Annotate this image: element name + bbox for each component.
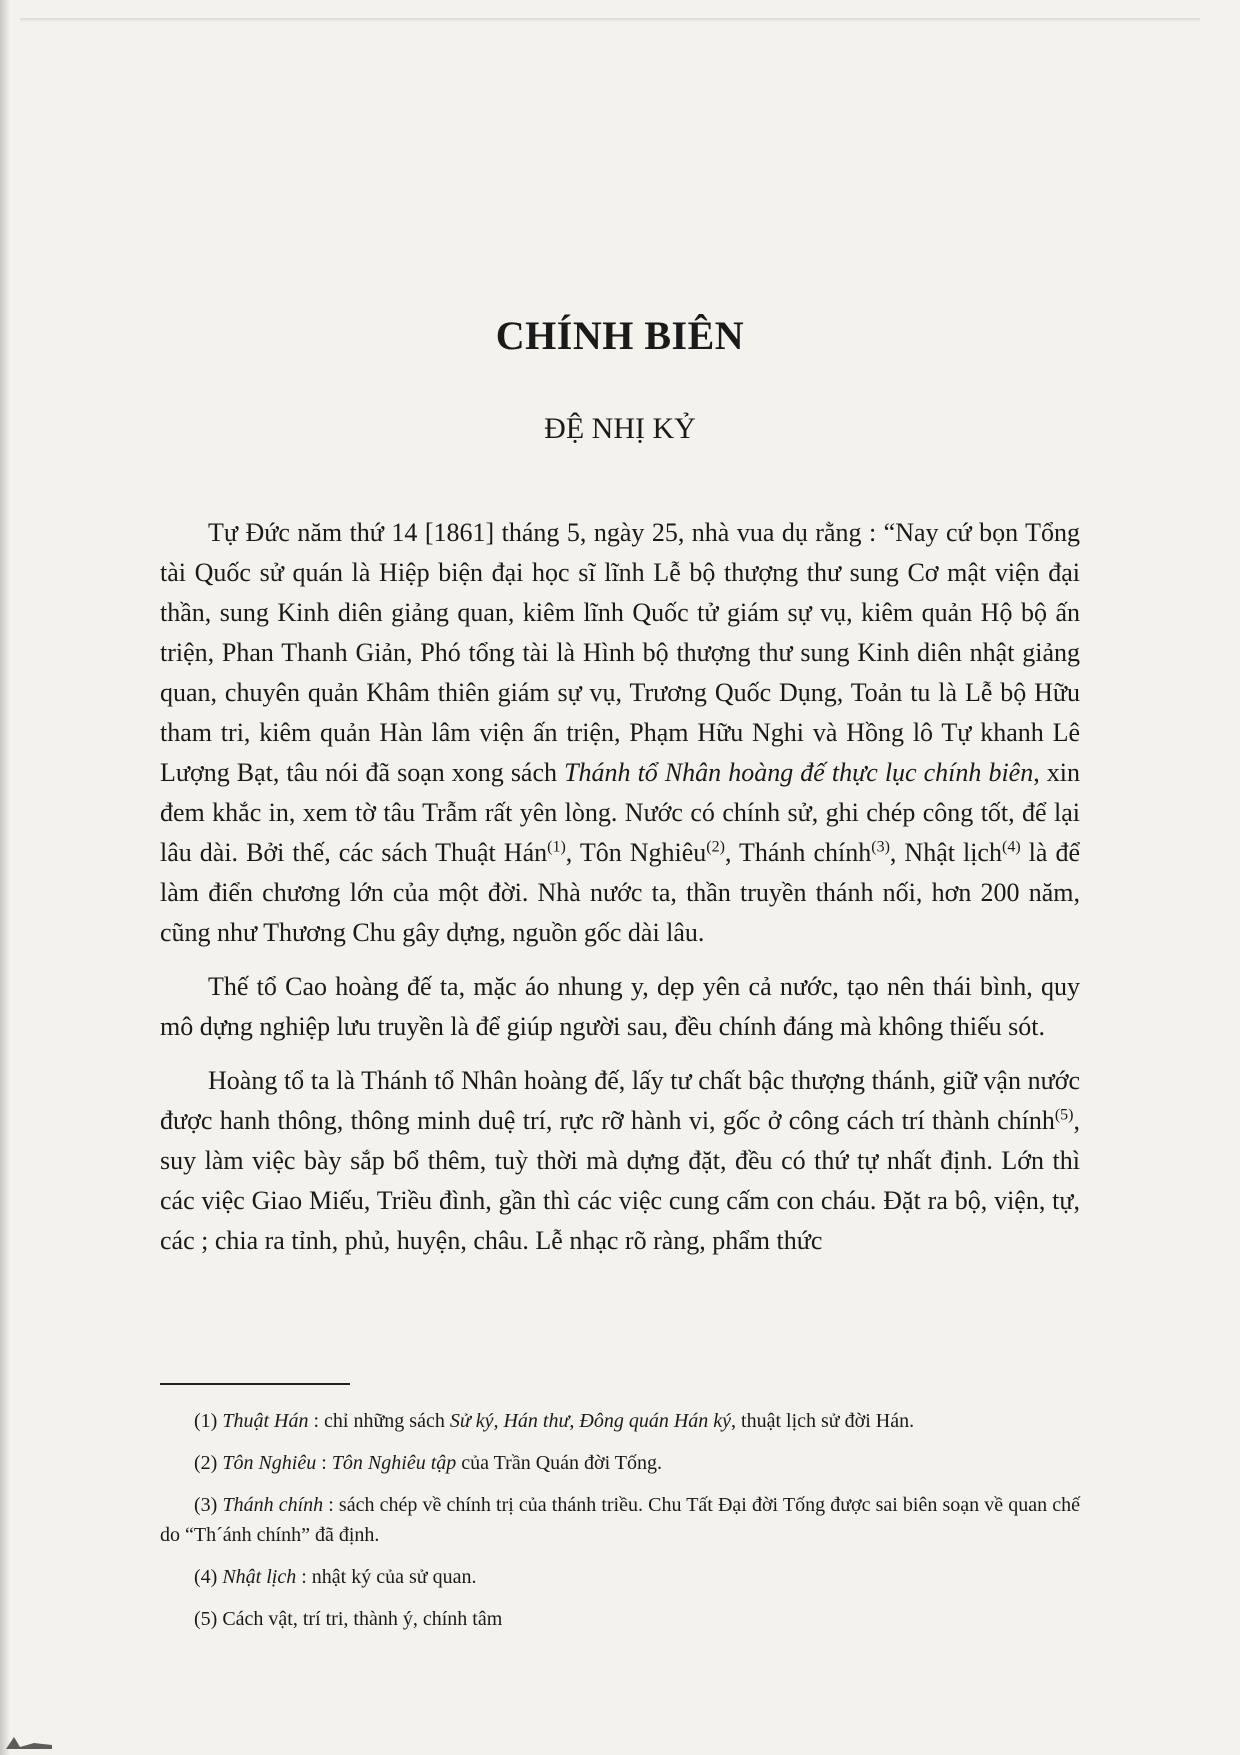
p1-text-c: , Tôn Nghiêu bbox=[565, 838, 707, 867]
footnote-number: (1) bbox=[194, 1410, 223, 1432]
footnote-sep: : bbox=[316, 1452, 332, 1474]
footnote-4 bbox=[160, 1562, 1080, 1592]
footnote-term: Tôn Nghiêu bbox=[222, 1452, 317, 1474]
p3-text-a: Hoàng tổ ta là Thánh tổ Nhân hoàng đế, lấy tư chất bậc thượng thánh, giữ vận nước được hanh thông, thông minh duệ trí, rực rỡ hành vi, gốc ở công cách trí thành chính bbox=[160, 1066, 1080, 1135]
footnotes bbox=[160, 1406, 1080, 1646]
footnote-ref-2: (2) bbox=[706, 838, 725, 856]
paragraph-3 bbox=[160, 1061, 1080, 1261]
footnote-sep: : chỉ những sách bbox=[308, 1410, 450, 1432]
footnote-sources: Tôn Nghiêu tập bbox=[331, 1452, 457, 1474]
footnote-ref-5: (5) bbox=[1054, 1106, 1074, 1124]
paragraph-1 bbox=[160, 513, 1080, 953]
footnote-number: (2) bbox=[194, 1452, 223, 1474]
footnote-term: Thuật Hán bbox=[222, 1410, 309, 1432]
footnote-term: Nhật lịch bbox=[222, 1566, 297, 1588]
footnote-sources: Sử ký, Hán thư, Đông quán Hán ký bbox=[449, 1410, 732, 1432]
footnote-separator bbox=[160, 1383, 350, 1385]
footnote-number: (3) bbox=[194, 1494, 223, 1516]
footnote-5 bbox=[160, 1604, 1080, 1634]
footnote-ref-1: (1) bbox=[547, 838, 566, 856]
page-title: CHÍNH BIÊN bbox=[495, 313, 745, 358]
footnote-3 bbox=[160, 1490, 1080, 1550]
page-left-shadow bbox=[0, 0, 10, 1755]
footnote-ref-3: (3) bbox=[871, 838, 890, 856]
footnote-1 bbox=[160, 1406, 1080, 1436]
book-title: Thánh tổ Nhân hoàng đế thực lục chính biên bbox=[564, 758, 1034, 787]
p1-text-a: Tự Đức năm thứ 14 [1861] tháng 5, ngày 25, nhà vua dụ rằng : “Nay cứ bọn Tổng tài Quốc sử quán là Hiệp biện đại học sĩ lĩnh Lễ bộ thượng thư sung Cơ mật viện đại thần, sung Kinh diên giảng quan, kiêm lĩnh Quốc tử giám sự vụ, kiêm quản Hộ bộ ấn triện, Phan Thanh Giản, Phó tổng tài là Hình bộ thượng thư sung Kinh diên nhật giảng quan, chuyên quản Khâm thiên giám sự vụ, Trương Quốc Dụng, Toản tu là Lễ bộ Hữu tham tri, kiêm quản Hàn lâm viện ấn triện, Phạm Hữu Nghi và Hồng lô Tự khanh Lê Lượng Bạt, tâu nói đã soạn xong sách bbox=[160, 518, 1080, 787]
footnote-text: : sách chép về chính trị của thánh triều. Chu Tất Đại đời Tống được sai biên soạn về quan chế do “Th´ánh chính” đã định. bbox=[160, 1494, 1081, 1546]
footnote-text: của Trần Quán đời Tống. bbox=[456, 1452, 663, 1474]
p3-text-b: , suy làm việc bày sắp bổ thêm, tuỳ thời mà dựng đặt, đều có thứ tự nhất định. Lớn thì các việc Giao Miếu, Triều đình, gần thì các việc cung cấm con cháu. Đặt ra bộ, viện, tự, các ; chia ra tỉnh, phủ, huyện, châu. Lễ nhạc rõ ràng, phẩm thức bbox=[160, 1106, 1080, 1255]
paragraph-2: Thế tổ Cao hoàng đế ta, mặc áo nhung y, dẹp yên cả nước, tạo nên thái bình, quy mô dựng nghiệp lưu truyền là để giúp người sau, đều chính đáng mà không thiếu sót. bbox=[160, 972, 1080, 1041]
footnote-2 bbox=[160, 1448, 1080, 1478]
footnote-term: Thánh chính bbox=[222, 1494, 324, 1516]
p1-text-d: , Thánh chính bbox=[724, 838, 872, 867]
footnote-text: Cách vật, trí tri, thành ý, chính tâm bbox=[222, 1608, 503, 1630]
scan-corner-mark bbox=[6, 1733, 52, 1749]
p1-text-b: , xin đem khắc in, xem tờ tâu Trẫm rất yên lòng. Nước có chính sử, ghi chép công tốt, để lại lâu dài. Bởi thế, các sách Thuật Hán bbox=[160, 758, 1080, 867]
body-text bbox=[160, 513, 1080, 1261]
footnote-number: (4) bbox=[194, 1566, 223, 1588]
footnote-text: , thuật lịch sử đời Hán. bbox=[731, 1410, 915, 1432]
page-subtitle: ĐỆ NHỊ KỶ bbox=[544, 412, 696, 445]
footnote-text: : nhật ký của sử quan. bbox=[296, 1566, 477, 1588]
show-through-texture bbox=[160, 80, 1080, 460]
footnote-ref-4: (4) bbox=[1001, 838, 1021, 856]
p1-text-e: , Nhật lịch bbox=[889, 838, 1002, 867]
page-top-shadow bbox=[20, 18, 1200, 22]
p1-text-f: là để làm điển chương lớn của một đời. Nhà nước ta, thần truyền thánh nối, hơn 200 năm, cũng như Thương Chu gây dựng, nguồn gốc dài lâu. bbox=[160, 838, 1081, 947]
footnote-number: (5) bbox=[194, 1608, 223, 1630]
